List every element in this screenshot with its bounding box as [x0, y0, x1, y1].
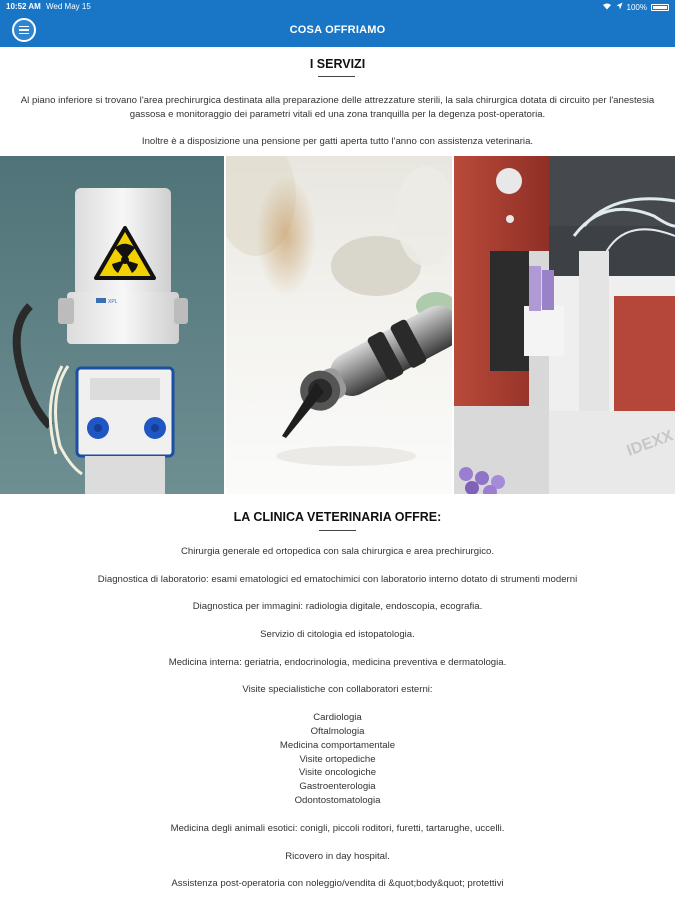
- clinic-title: LA CLINICA VETERINARIA OFFRE:: [233, 510, 442, 524]
- list-item: Cardiologia: [313, 712, 362, 723]
- services-paragraph-1: Al piano inferiore si trovano l'area prechirurgica destinata alla preparazione delle attrezzature sterili, la sala chirurgica dotata di circuito per l'anestesia gassosa e monitoraggio dei parametri vitali ed una zona tranquilla per la degenza post-operatoria.: [20, 95, 655, 120]
- app-bar: [0, 14, 675, 47]
- status-time: 10:52 AM: [6, 2, 41, 11]
- list-item: Visite specialistiche con collaboratori esterni:: [242, 684, 433, 695]
- services-paragraph-2: Inoltre è a disposizione una pensione per gatti aperta tutto l'anno con assistenza veterinaria.: [141, 136, 534, 147]
- xray-device-photo: [0, 156, 224, 494]
- analyzer-brand-label: IDEXX: [624, 427, 675, 460]
- status-date: Wed May 15: [46, 2, 91, 11]
- list-item: Diagnostica per immagini: radiologia digitale, endoscopia, ecografia.: [192, 601, 483, 612]
- status-right: [602, 2, 669, 12]
- list-item: Oftalmologia: [310, 726, 365, 737]
- otoscope-photo: [226, 156, 452, 494]
- wifi-icon: [602, 2, 612, 12]
- services-title-underline: [318, 76, 355, 77]
- list-item: Diagnostica di laboratorio: esami ematologici ed ematochimici con laboratorio interno dotato di strumenti moderni: [97, 574, 578, 585]
- list-item: Gastroenterologia: [299, 781, 376, 792]
- status-bar: [0, 0, 675, 14]
- list-item: Assistenza post-operatoria con noleggio/vendita di &quot;body&quot; protettivi: [171, 878, 504, 889]
- page-title: COSA OFFRIAMO: [289, 24, 386, 36]
- battery-icon: [651, 4, 669, 11]
- list-item: Visite oncologiche: [298, 767, 377, 778]
- list-item: Medicina comportamentale: [279, 740, 396, 751]
- services-title: I SERVIZI: [309, 57, 366, 71]
- clinic-title-underline: [319, 530, 356, 531]
- list-item: Medicina interna: geriatria, endocrinologia, medicina preventiva e dermatologia.: [168, 657, 507, 668]
- photo-strip: [0, 156, 675, 494]
- list-item: Visite ortopediche: [299, 754, 376, 765]
- location-icon: [616, 2, 623, 12]
- device-brand-label: XPL: [108, 299, 118, 305]
- list-item: Servizio di citologia ed istopatologia.: [260, 629, 415, 640]
- lab-analyzer-photo: [454, 156, 675, 494]
- list-item: Odontostomatologia: [294, 795, 381, 806]
- list-item: Chirurgia generale ed ortopedica con sala chirurgica e area prechirurgico.: [180, 546, 495, 557]
- list-item: Medicina degli animali esotici: conigli, piccoli roditori, furetti, tartarughe, uccelli.: [170, 823, 505, 834]
- battery-percent: 100%: [626, 2, 647, 12]
- list-item: Ricovero in day hospital.: [285, 851, 390, 862]
